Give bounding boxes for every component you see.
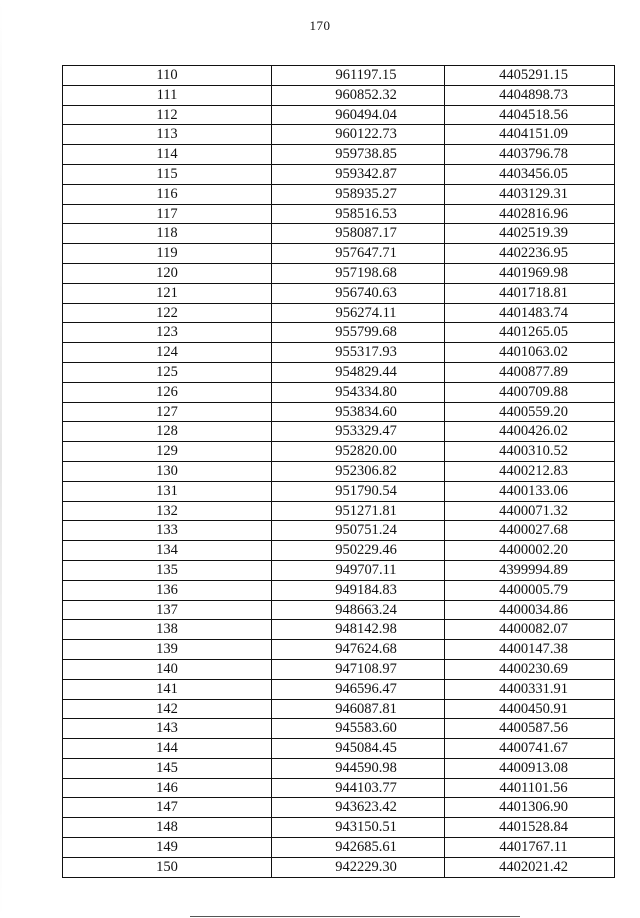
y-coordinate-value: 4401767.11 <box>499 839 568 856</box>
table-row <box>63 422 615 442</box>
point-number-value: 115 <box>156 165 178 182</box>
y-coordinate-cell <box>445 362 615 382</box>
point-number-value: 142 <box>156 700 178 717</box>
point-number-value: 147 <box>156 799 178 816</box>
y-coordinate-value: 4400034.86 <box>499 601 568 618</box>
table-row <box>63 798 615 818</box>
point-number-value: 129 <box>156 443 178 460</box>
point-number-value: 126 <box>156 383 178 400</box>
y-coordinate-value: 4400002.20 <box>499 542 568 559</box>
point-number-cell <box>63 798 272 818</box>
x-coordinate-cell <box>272 600 445 620</box>
point-number-cell <box>63 283 272 303</box>
y-coordinate-cell <box>445 343 615 363</box>
y-coordinate-cell <box>445 323 615 343</box>
y-coordinate-value: 4400450.91 <box>499 700 568 717</box>
x-coordinate-cell <box>272 699 445 719</box>
table-row <box>63 857 615 877</box>
y-coordinate-value: 4402816.96 <box>499 205 568 222</box>
x-coordinate-cell <box>272 679 445 699</box>
y-coordinate-cell <box>445 244 615 264</box>
point-number-value: 113 <box>156 126 178 143</box>
y-coordinate-value: 4400877.89 <box>499 363 568 380</box>
x-coordinate-cell <box>272 85 445 105</box>
x-coordinate-cell <box>272 283 445 303</box>
y-coordinate-value: 4400587.56 <box>499 720 568 737</box>
scan-edge-left <box>0 0 2 918</box>
x-coordinate-cell <box>272 105 445 125</box>
x-coordinate-cell <box>272 422 445 442</box>
x-coordinate-value: 958516.53 <box>335 205 397 222</box>
x-coordinate-value: 951790.54 <box>335 482 397 499</box>
point-number-cell <box>63 442 272 462</box>
point-number-cell <box>63 481 272 501</box>
point-number-value: 123 <box>156 324 178 341</box>
y-coordinate-value: 4401528.84 <box>499 819 568 836</box>
x-coordinate-cell <box>272 442 445 462</box>
x-coordinate-value: 957647.71 <box>335 245 397 262</box>
x-coordinate-value: 953329.47 <box>335 423 397 440</box>
y-coordinate-cell <box>445 382 615 402</box>
y-coordinate-value: 4400426.02 <box>499 423 568 440</box>
x-coordinate-value: 950751.24 <box>335 522 397 539</box>
point-number-value: 132 <box>156 502 178 519</box>
y-coordinate-value: 4400913.08 <box>499 759 568 776</box>
x-coordinate-value: 960122.73 <box>335 126 397 143</box>
y-coordinate-value: 4403129.31 <box>499 185 568 202</box>
y-coordinate-cell <box>445 224 615 244</box>
point-number-value: 136 <box>156 581 178 598</box>
x-coordinate-cell <box>272 303 445 323</box>
y-coordinate-value: 4401718.81 <box>499 284 568 301</box>
point-number-cell <box>63 204 272 224</box>
point-number-value: 144 <box>156 740 178 757</box>
y-coordinate-cell <box>445 303 615 323</box>
x-coordinate-cell <box>272 640 445 660</box>
point-number-cell <box>63 521 272 541</box>
table-row <box>63 402 615 422</box>
point-number-value: 127 <box>156 403 178 420</box>
table-row <box>63 145 615 165</box>
x-coordinate-cell <box>272 125 445 145</box>
table-row <box>63 659 615 679</box>
point-number-cell <box>63 362 272 382</box>
table-row <box>63 521 615 541</box>
y-coordinate-cell <box>445 402 615 422</box>
point-number-cell <box>63 818 272 838</box>
point-number-cell <box>63 719 272 739</box>
point-number-value: 118 <box>156 225 178 242</box>
point-number-value: 133 <box>156 522 178 539</box>
y-coordinate-value: 4400230.69 <box>499 660 568 677</box>
x-coordinate-cell <box>272 145 445 165</box>
point-number-cell <box>63 778 272 798</box>
x-coordinate-cell <box>272 719 445 739</box>
x-coordinate-value: 946087.81 <box>335 700 397 717</box>
x-coordinate-value: 942685.61 <box>335 839 397 856</box>
point-number-cell <box>63 620 272 640</box>
y-coordinate-value: 4401969.98 <box>499 264 568 281</box>
x-coordinate-value: 943150.51 <box>335 819 397 836</box>
x-coordinate-value: 960494.04 <box>335 106 397 123</box>
x-coordinate-cell <box>272 541 445 561</box>
y-coordinate-value: 4404151.09 <box>499 126 568 143</box>
point-number-value: 141 <box>156 680 178 697</box>
table-row <box>63 66 615 86</box>
table-row <box>63 719 615 739</box>
x-coordinate-value: 955799.68 <box>335 324 397 341</box>
y-coordinate-cell <box>445 580 615 600</box>
y-coordinate-value: 4401265.05 <box>499 324 568 341</box>
x-coordinate-cell <box>272 224 445 244</box>
y-coordinate-cell <box>445 778 615 798</box>
y-coordinate-value: 4403796.78 <box>499 146 568 163</box>
point-number-value: 120 <box>156 264 178 281</box>
point-number-value: 148 <box>156 819 178 836</box>
point-number-value: 140 <box>156 660 178 677</box>
y-coordinate-cell <box>445 501 615 521</box>
x-coordinate-value: 956740.63 <box>335 284 397 301</box>
x-coordinate-value: 953834.60 <box>335 403 397 420</box>
point-number-cell <box>63 402 272 422</box>
point-number-value: 150 <box>156 858 178 875</box>
point-number-cell <box>63 224 272 244</box>
x-coordinate-cell <box>272 263 445 283</box>
table-row <box>63 382 615 402</box>
y-coordinate-value: 4400005.79 <box>499 581 568 598</box>
x-coordinate-cell <box>272 461 445 481</box>
point-number-cell <box>63 125 272 145</box>
y-coordinate-cell <box>445 66 615 86</box>
x-coordinate-value: 952306.82 <box>335 462 397 479</box>
x-coordinate-value: 944590.98 <box>335 759 397 776</box>
table-row <box>63 303 615 323</box>
point-number-cell <box>63 501 272 521</box>
point-number-cell <box>63 679 272 699</box>
table-row <box>63 600 615 620</box>
y-coordinate-cell <box>445 758 615 778</box>
table-row <box>63 481 615 501</box>
coordinates-table <box>62 65 615 878</box>
x-coordinate-value: 949184.83 <box>335 581 397 598</box>
table-row <box>63 85 615 105</box>
point-number-cell <box>63 263 272 283</box>
scan-edge-bottom <box>190 916 520 917</box>
x-coordinate-cell <box>272 184 445 204</box>
y-coordinate-value: 4400082.07 <box>499 621 568 638</box>
y-coordinate-value: 4400331.91 <box>499 680 568 697</box>
point-number-cell <box>63 838 272 858</box>
x-coordinate-value: 943623.42 <box>335 799 397 816</box>
x-coordinate-cell <box>272 164 445 184</box>
y-coordinate-value: 4401483.74 <box>499 304 568 321</box>
y-coordinate-cell <box>445 838 615 858</box>
table-row <box>63 818 615 838</box>
point-number-value: 124 <box>156 344 178 361</box>
y-coordinate-cell <box>445 699 615 719</box>
y-coordinate-value: 4404518.56 <box>499 106 568 123</box>
y-coordinate-cell <box>445 600 615 620</box>
y-coordinate-value: 4401063.02 <box>499 344 568 361</box>
table-row <box>63 204 615 224</box>
y-coordinate-value: 4400212.83 <box>499 462 568 479</box>
point-number-value: 128 <box>156 423 178 440</box>
point-number-cell <box>63 461 272 481</box>
point-number-value: 116 <box>156 185 178 202</box>
x-coordinate-cell <box>272 758 445 778</box>
y-coordinate-value: 4400071.32 <box>499 502 568 519</box>
point-number-cell <box>63 699 272 719</box>
y-coordinate-cell <box>445 263 615 283</box>
y-coordinate-value: 4403456.05 <box>499 165 568 182</box>
point-number-value: 135 <box>156 561 178 578</box>
table-row <box>63 323 615 343</box>
table-row <box>63 758 615 778</box>
point-number-value: 130 <box>156 462 178 479</box>
x-coordinate-value: 945084.45 <box>335 740 397 757</box>
x-coordinate-value: 948142.98 <box>335 621 397 638</box>
x-coordinate-cell <box>272 323 445 343</box>
x-coordinate-value: 955317.93 <box>335 344 397 361</box>
point-number-value: 149 <box>156 839 178 856</box>
point-number-cell <box>63 382 272 402</box>
y-coordinate-cell <box>445 521 615 541</box>
x-coordinate-value: 946596.47 <box>335 680 397 697</box>
y-coordinate-value: 4402519.39 <box>499 225 568 242</box>
x-coordinate-value: 958087.17 <box>335 225 397 242</box>
x-coordinate-value: 959738.85 <box>335 146 397 163</box>
x-coordinate-value: 947108.97 <box>335 660 397 677</box>
y-coordinate-cell <box>445 283 615 303</box>
y-coordinate-value: 4405291.15 <box>499 67 568 83</box>
table-row <box>63 580 615 600</box>
x-coordinate-cell <box>272 778 445 798</box>
table-row <box>63 105 615 125</box>
point-number-cell <box>63 640 272 660</box>
table-row <box>63 501 615 521</box>
point-number-value: 114 <box>156 146 178 163</box>
page-number: 170 <box>309 18 331 33</box>
point-number-cell <box>63 560 272 580</box>
y-coordinate-value: 4400133.06 <box>499 482 568 499</box>
point-number-value: 121 <box>156 284 178 301</box>
point-number-cell <box>63 659 272 679</box>
x-coordinate-cell <box>272 521 445 541</box>
y-coordinate-cell <box>445 184 615 204</box>
x-coordinate-value: 950229.46 <box>335 542 397 559</box>
point-number-cell <box>63 343 272 363</box>
x-coordinate-cell <box>272 362 445 382</box>
y-coordinate-cell <box>445 620 615 640</box>
y-coordinate-cell <box>445 719 615 739</box>
point-number-cell <box>63 164 272 184</box>
point-number-value: 138 <box>156 621 178 638</box>
point-number-value: 122 <box>156 304 178 321</box>
x-coordinate-cell <box>272 739 445 759</box>
x-coordinate-value: 948663.24 <box>335 601 397 618</box>
y-coordinate-cell <box>445 659 615 679</box>
x-coordinate-value: 947624.68 <box>335 641 397 658</box>
point-number-value: 131 <box>156 482 178 499</box>
x-coordinate-value: 944103.77 <box>335 779 397 796</box>
point-number-value: 111 <box>156 86 178 103</box>
x-coordinate-value: 960852.32 <box>335 86 397 103</box>
y-coordinate-value: 4400147.38 <box>499 641 568 658</box>
x-coordinate-cell <box>272 838 445 858</box>
table-row <box>63 620 615 640</box>
table-row <box>63 560 615 580</box>
y-coordinate-value: 4401306.90 <box>499 799 568 816</box>
point-number-cell <box>63 323 272 343</box>
x-coordinate-cell <box>272 580 445 600</box>
table-row <box>63 184 615 204</box>
y-coordinate-cell <box>445 105 615 125</box>
table-row <box>63 263 615 283</box>
point-number-cell <box>63 244 272 264</box>
point-number-cell <box>63 66 272 86</box>
y-coordinate-cell <box>445 857 615 877</box>
x-coordinate-cell <box>272 501 445 521</box>
x-coordinate-cell <box>272 560 445 580</box>
x-coordinate-cell <box>272 402 445 422</box>
x-coordinate-cell <box>272 343 445 363</box>
x-coordinate-cell <box>272 659 445 679</box>
table-row <box>63 164 615 184</box>
table-row <box>63 283 615 303</box>
table-row <box>63 125 615 145</box>
x-coordinate-value: 956274.11 <box>335 304 397 321</box>
y-coordinate-cell <box>445 442 615 462</box>
y-coordinate-value: 4400310.52 <box>499 443 568 460</box>
point-number-cell <box>63 303 272 323</box>
x-coordinate-cell <box>272 244 445 264</box>
y-coordinate-cell <box>445 204 615 224</box>
x-coordinate-value: 954334.80 <box>335 383 397 400</box>
y-coordinate-value: 4404898.73 <box>499 86 568 103</box>
point-number-value: 137 <box>156 601 178 618</box>
y-coordinate-cell <box>445 125 615 145</box>
x-coordinate-value: 954829.44 <box>335 363 397 380</box>
point-number-value: 139 <box>156 641 178 658</box>
point-number-cell <box>63 857 272 877</box>
point-number-value: 112 <box>156 106 178 123</box>
table-row <box>63 442 615 462</box>
y-coordinate-cell <box>445 481 615 501</box>
y-coordinate-cell <box>445 422 615 442</box>
y-coordinate-value: 4400709.88 <box>499 383 568 400</box>
y-coordinate-cell <box>445 461 615 481</box>
table-row <box>63 541 615 561</box>
point-number-cell <box>63 758 272 778</box>
x-coordinate-cell <box>272 382 445 402</box>
y-coordinate-value: 4402236.95 <box>499 245 568 262</box>
y-coordinate-cell <box>445 798 615 818</box>
x-coordinate-value: 942229.30 <box>335 858 397 875</box>
x-coordinate-value: 945583.60 <box>335 720 397 737</box>
point-number-value: 145 <box>156 759 178 776</box>
y-coordinate-cell <box>445 739 615 759</box>
table-row <box>63 699 615 719</box>
x-coordinate-cell <box>272 798 445 818</box>
y-coordinate-cell <box>445 164 615 184</box>
y-coordinate-value: 4400027.68 <box>499 522 568 539</box>
point-number-cell <box>63 85 272 105</box>
x-coordinate-cell <box>272 818 445 838</box>
point-number-value: 143 <box>156 720 178 737</box>
point-number-value: 117 <box>156 205 178 222</box>
x-coordinate-value: 952820.00 <box>335 443 397 460</box>
y-coordinate-value: 4400559.20 <box>499 403 568 420</box>
y-coordinate-value: 4402021.42 <box>499 858 568 875</box>
x-coordinate-value: 957198.68 <box>335 264 397 281</box>
point-number-cell <box>63 145 272 165</box>
point-number-cell <box>63 541 272 561</box>
x-coordinate-cell <box>272 66 445 86</box>
y-coordinate-cell <box>445 145 615 165</box>
point-number-value: 146 <box>156 779 178 796</box>
x-coordinate-cell <box>272 204 445 224</box>
table-row <box>63 640 615 660</box>
table-row <box>63 739 615 759</box>
x-coordinate-value: 958935.27 <box>335 185 397 202</box>
table-row <box>63 461 615 481</box>
x-coordinate-cell <box>272 857 445 877</box>
point-number-value: 110 <box>156 67 178 83</box>
table-body <box>63 66 615 878</box>
table-row <box>63 838 615 858</box>
y-coordinate-cell <box>445 560 615 580</box>
x-coordinate-value: 949707.11 <box>335 561 397 578</box>
y-coordinate-cell <box>445 541 615 561</box>
y-coordinate-value: 4400741.67 <box>499 740 568 757</box>
x-coordinate-cell <box>272 481 445 501</box>
y-coordinate-value: 4401101.56 <box>499 779 568 796</box>
table-row <box>63 362 615 382</box>
point-number-cell <box>63 422 272 442</box>
x-coordinate-value: 959342.87 <box>335 165 397 182</box>
point-number-value: 134 <box>156 542 178 559</box>
y-coordinate-cell <box>445 679 615 699</box>
table-row <box>63 778 615 798</box>
y-coordinate-cell <box>445 818 615 838</box>
x-coordinate-cell <box>272 620 445 640</box>
table-row <box>63 679 615 699</box>
y-coordinate-cell <box>445 640 615 660</box>
y-coordinate-cell <box>445 85 615 105</box>
table-row <box>63 224 615 244</box>
point-number-cell <box>63 105 272 125</box>
y-coordinate-value: 4399994.89 <box>499 561 568 578</box>
table-row <box>63 244 615 264</box>
point-number-value: 119 <box>156 245 178 262</box>
x-coordinate-value: 961197.15 <box>335 67 397 83</box>
point-number-value: 125 <box>156 363 178 380</box>
point-number-cell <box>63 580 272 600</box>
point-number-cell <box>63 600 272 620</box>
point-number-cell <box>63 184 272 204</box>
x-coordinate-value: 951271.81 <box>335 502 397 519</box>
point-number-cell <box>63 739 272 759</box>
table-row <box>63 343 615 363</box>
